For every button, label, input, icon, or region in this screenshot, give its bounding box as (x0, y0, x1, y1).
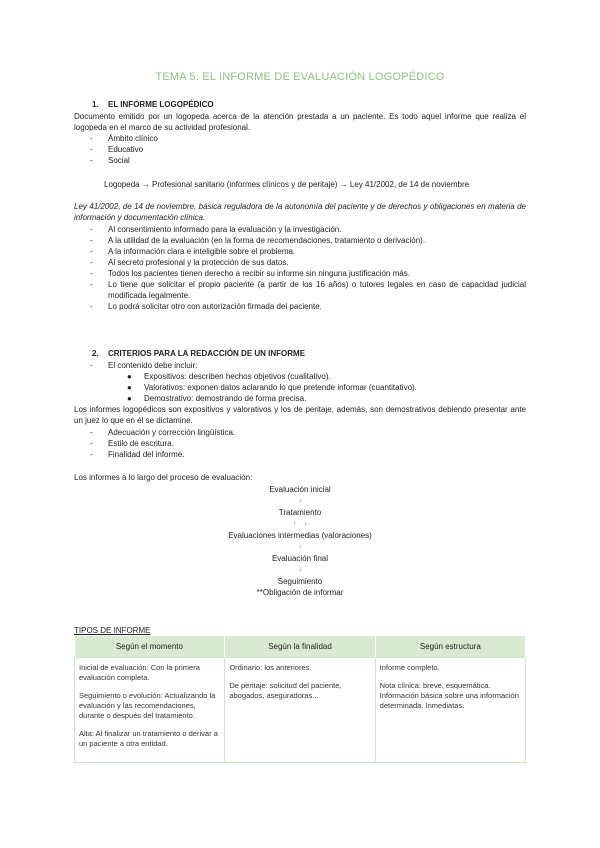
tipos-label: TIPOS DE INFORME (74, 626, 151, 635)
list-item: ● Expositivos: describen hechos objetivos (cualitativo). (127, 372, 331, 381)
tipos-table (74, 636, 526, 763)
list-item: ● Demostrativo: demostrando de forma precisa. (127, 394, 307, 403)
page-title: TEMA 5. EL INFORME DE EVALUACIÓN LOGOPÉDICO (155, 71, 445, 83)
content-label-row: - El contenido debe incluir: (90, 361, 198, 370)
list-item: - A la información clara e inteligible sobre el problema. (90, 247, 296, 256)
law-list (90, 224, 526, 312)
list-item: - Lo podrá solicitar otro con autorización firmada del paciente. (90, 302, 322, 311)
flow-note: **Obligación de informar (256, 588, 344, 597)
flow-step-final: Evaluación final (271, 554, 329, 563)
list-item: - Ámbito clínico (90, 134, 158, 143)
flow-step-followup: Seguimiento (277, 577, 323, 586)
process-intro: Los informes a lo largo del proceso de evaluación: (74, 473, 253, 482)
criteria-bullets (127, 371, 417, 404)
section-2-paragraph: Los informes logopédicos son expositivos y valorativos y los de peritaje, además, son demostrativos debiendo presentar ante un juez lo que en él se dictamine. (74, 405, 526, 425)
column-header: Según el momento (75, 636, 225, 657)
column-header: Según estructura (375, 636, 525, 657)
arrow-down-icon: ↓ (298, 544, 302, 550)
table-header-row (75, 636, 526, 657)
column-header: Según la finalidad (225, 636, 375, 657)
arrow-up-down-icon: ↑ ↓ (292, 521, 308, 527)
list-item: - Lo tiene que solicitar el propio paciente (a partir de los 16 años) o tutores legales en caso de capacidad judicial modificada legalmente. (90, 280, 526, 300)
section-2-number: 2. (92, 349, 99, 358)
flow-step-initial: Evaluación inicial (269, 485, 331, 494)
list-item: ● Valorativos: exponen datos aclarando lo que pretende informar (cuantitativo). (127, 383, 417, 392)
table-cell-estructura: Informe completo. Nota clínica: breve, esquemática. Información básica sobre una información determinada. Inmediatas. (375, 657, 525, 762)
section-1-heading: EL INFORME LOGOPÉDICO (108, 100, 214, 109)
list-item: - A la utilidad de la evaluación (en la forma de recomendaciones, tratamiento o derivación). (90, 236, 426, 245)
formula-line: Logopeda → Profesional sanitario (informes clínicos y de peritaje) → Ley 41/2002, de 14 de noviembre (104, 180, 470, 189)
law-paragraph: Ley 41/2002, de 14 de noviembre, básica reguladora de la autonomía del paciente y de derechos y obligaciones en materia de información y documentación clínica. (74, 202, 526, 222)
list-item: - Al consentimiento informado para la evaluación y la investigación. (90, 225, 342, 234)
section-2-heading: CRITERIOS PARA LA REDACCIÓN DE UN INFORME (108, 349, 306, 358)
section-1-number: 1. (92, 100, 99, 109)
flow-step-intermediate: Evaluaciones intermedias (valoraciones) (228, 531, 372, 540)
flow-step-treatment: Tratamiento (278, 508, 322, 517)
section-1-intro: Documento emitido por un logopeda acerca de la atención prestada a un paciente. Es todo aquel informe que realiza el logopeda en el marco de su actividad profesional. (74, 112, 526, 132)
list-item: - Social (90, 156, 130, 165)
list-item: - Finalidad del informe. (90, 450, 185, 459)
list-item: - Adecuación y corrección lingüística. (90, 428, 236, 437)
list-item: - Educativo (90, 145, 144, 154)
process-flow (0, 484, 600, 598)
section-1-list (90, 133, 158, 166)
table-row (75, 657, 526, 762)
arrow-down-icon: ↓ (298, 498, 302, 504)
list-item: - Estilo de escritura. (90, 439, 174, 448)
table-cell-finalidad: Ordinario: los anteriores. De peritaje: solicitud del paciente, abogados, aseguradoras... (225, 657, 375, 762)
table-cell-momento: Inicial de evaluación: Con la primera evaluación completa. Seguimiento o evolución: Actualizando la evaluación y las recomendaciones, durante o después del tratamiento. Alta: Al finalizar un tratamiento o derivar a un paciente a otra entidad. (75, 657, 225, 762)
list-item: - Al secreto profesional y la protección de sus datos. (90, 258, 289, 267)
arrow-down-icon: ↓ (298, 567, 302, 573)
list-item: - Todos los pacientes tienen derecho a recibir su informe sin ninguna justificación más. (90, 269, 410, 278)
section-2-list (90, 427, 235, 460)
